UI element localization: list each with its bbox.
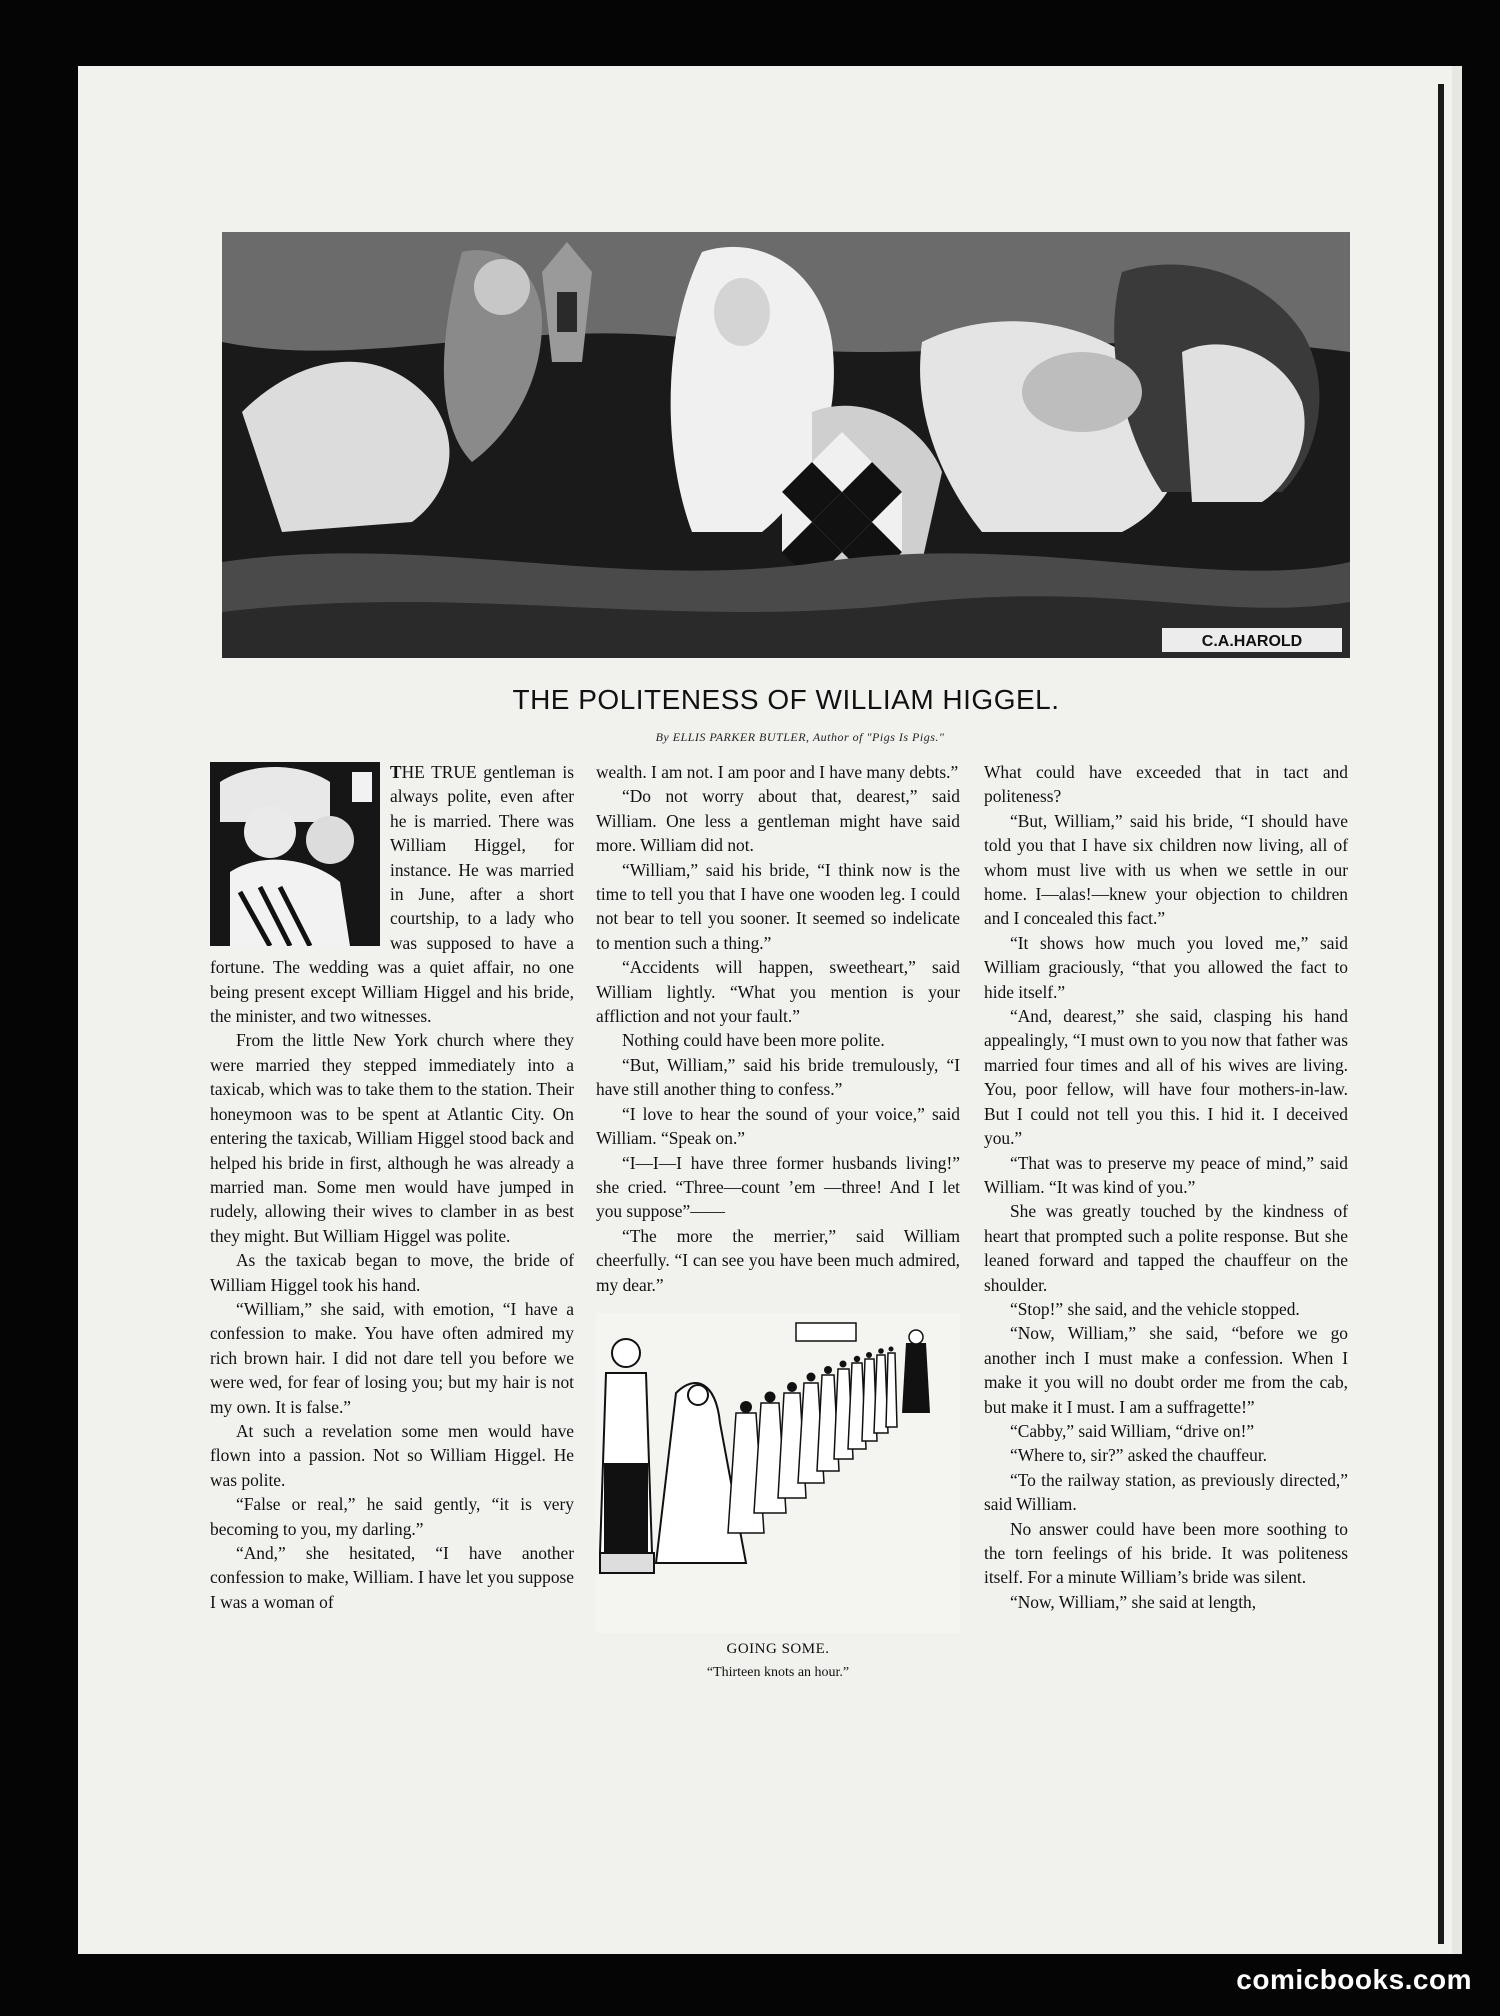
paragraph: From the little New York church where they were married they stepped immediately into a taxicab, which was to take them to the station. Their honeymoon was to be spent at Atlantic City. On entering the taxicab, William Higgel stood back and helped his bride in first, although he was already a married man. Some men would have jumped in rudely, allowing their wives to clamber in as best they might. But William Higgel was polite. — [210, 1030, 574, 1246]
paragraph: “It shows how much you loved me,” said William graciously, “that you allowed the fact to hide itself.” — [984, 932, 1348, 1002]
paragraph: “Do not worry about that, dearest,” said William. One less a gentleman might have said more. William did not. — [596, 786, 960, 856]
illustration-signature: C.A.HAROLD — [1201, 633, 1303, 650]
article-title: THE POLITENESS OF WILLIAM HIGGEL. — [512, 684, 1060, 715]
paragraph: As the taxicab began to move, the bride of William Higgel took his hand. — [210, 1250, 574, 1295]
paragraph: “And,” she hesitated, “I have another confession to make, William. I have let you suppose I was a woman of — [210, 1543, 574, 1612]
paragraph: She was greatly touched by the kindness of heart that prompted such a polite response. But she leaned forward and tapped the chauffeur on the shoulder. — [984, 1201, 1348, 1295]
paragraph: “But, William,” said his bride, “I should have told you that I have six children now living, all of whom must live with us when we settle in our home. I—alas!—knew your objection to children and I concealed this fact.” — [984, 810, 1348, 929]
paragraph-text: HE TRUE gentleman is always polite, even after he is married. There was William Higgel, for instance. He was married in June, after a short courtship, to a lady who was supposed to have a fortune. The wedding was a quiet affair, no one being present except William Higgel and his bride, the minister, and two witnesses. — [210, 762, 574, 1027]
dropcap-illustration — [210, 762, 380, 946]
cartoon-caption-subtitle: “Thirteen knots an hour.” — [706, 1665, 850, 1681]
article-byline: By ELLIS PARKER BUTLER, Author of "Pigs Is Pigs." — [655, 730, 945, 744]
paragraph: “The more the merrier,” said William cheerfully. “I can see you have been much admired, my dear.” — [596, 1225, 960, 1295]
paragraph: “Cabby,” said William, “drive on!” — [1010, 1420, 1255, 1441]
site-watermark: comicbooks.com — [1236, 1964, 1472, 1995]
paragraph: “I love to hear the sound of your voice,” said William. “Speak on.” — [596, 1103, 960, 1149]
paragraph: “False or real,” he said gently, “it is very becoming to you, my darling.” — [210, 1494, 574, 1539]
paragraph: “Accidents will happen, sweetheart,” said William lightly. “What you mention is your affliction and not your fault.” — [596, 957, 960, 1027]
couple-portrait-illustration — [210, 762, 380, 946]
paragraph: Nothing could have been more polite. — [622, 1030, 885, 1051]
paragraph: “That was to preserve my peace of mind,” said William. “It was kind of you.” — [984, 1152, 1348, 1197]
paragraph: At such a revelation some men would have flown into a passion. Not so William Higgel. He was polite. — [210, 1420, 574, 1490]
paragraph: “Now, William,” she said, “before we go another inch I must make a confession. When I make it you will no doubt order me from the cab, but make it I must. I am a suffragette!” — [984, 1323, 1348, 1417]
paragraph: “To the railway station, as previously directed,” said William. — [984, 1469, 1348, 1515]
article-column-1 — [210, 760, 574, 1614]
paragraph: “Stop!” she said, and the vehicle stopped. — [1010, 1298, 1300, 1319]
cartoon-caption-title: GOING SOME. — [726, 1640, 830, 1657]
article-column-3 — [984, 760, 1348, 1614]
paragraph: “William,” said his bride, “I think now is the time to tell you that I have one wooden leg. I could not bear to tell you sooner. It seemed so indelicate to mention such a thing.” — [596, 859, 960, 953]
dropcap-letter: T — [390, 762, 402, 782]
paragraph: “I—I—I have three former husbands living!” she cried. “Three—count ’em —three! And I let you suppose”—— — [596, 1152, 960, 1222]
paragraph: wealth. I am not. I am poor and I have many debts.” — [596, 762, 959, 782]
paragraph: “Now, William,” she said at length, — [1010, 1591, 1257, 1612]
knight-and-lady-illustration — [222, 232, 1350, 658]
page-binding — [1438, 84, 1444, 1944]
paragraph: No answer could have been more soothing to the torn feelings of his bride. It was politeness itself. For a minute William’s bride was silent. — [984, 1518, 1348, 1588]
article-column-2 — [596, 760, 960, 1686]
paragraph: “Where to, sir?” asked the chauffeur. — [1010, 1445, 1268, 1466]
header-illustration — [222, 232, 1350, 658]
paragraph: What could have exceeded that in tact and politeness? — [984, 762, 1348, 807]
cartoon-illustration — [596, 1313, 960, 1633]
paragraph: “William,” she said, with emotion, “I have a confession to make. You have often admired my rich brown hair. I did not dare tell you before we were wed, for fear of losing you; but my hair is not my own. It is false.” — [210, 1298, 574, 1417]
paragraph: “And, dearest,” she said, clasping his hand appealingly, “I must own to you now that father was married four times and all of his wives are living. You, poor fellow, will have four mothers-in-law. But I could not tell you this. I hid it. I deceived you.” — [984, 1006, 1348, 1149]
wedding-procession-cartoon — [596, 1313, 960, 1633]
page-edge — [1452, 66, 1462, 1954]
paragraph: “But, William,” said his bride tremulously, “I have still another thing to confess.” — [596, 1054, 960, 1100]
